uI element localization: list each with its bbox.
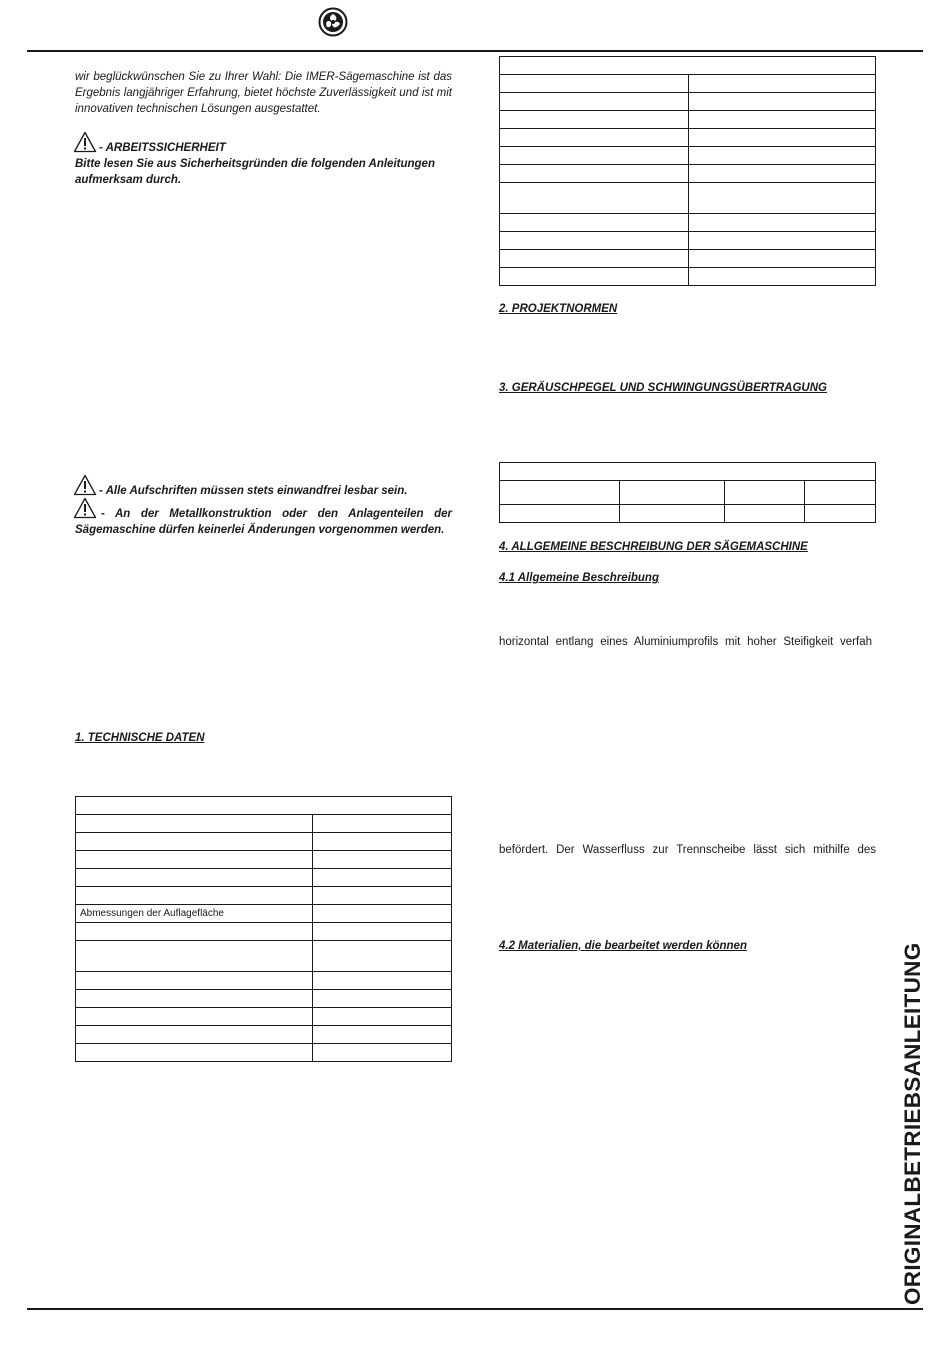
specs-table bbox=[499, 56, 876, 286]
support-dimensions-label: Abmessungen der Auflagefläche bbox=[76, 905, 313, 923]
table-cell bbox=[313, 815, 452, 833]
table-cell bbox=[76, 972, 313, 990]
table-cell bbox=[313, 833, 452, 851]
table-cell bbox=[689, 250, 876, 268]
table-cell bbox=[689, 214, 876, 232]
table-cell bbox=[313, 1044, 452, 1062]
table-cell bbox=[500, 250, 689, 268]
table-cell bbox=[725, 505, 805, 523]
table-cell bbox=[76, 990, 313, 1008]
table-cell bbox=[313, 941, 452, 972]
table-cell bbox=[500, 505, 620, 523]
table-cell bbox=[500, 481, 620, 505]
table-header-cell bbox=[76, 797, 452, 815]
table-cell bbox=[500, 165, 689, 183]
table-cell bbox=[76, 815, 313, 833]
table-cell bbox=[689, 129, 876, 147]
table-cell bbox=[689, 93, 876, 111]
table-cell bbox=[313, 923, 452, 941]
warning-triangle-icon bbox=[73, 131, 97, 153]
warning-labels-text: - Alle Aufschriften müssen stets einwandfrei lesbar sein. bbox=[99, 485, 408, 497]
table-header-cell bbox=[500, 463, 876, 481]
table-cell bbox=[313, 905, 452, 923]
noise-table bbox=[499, 462, 876, 523]
table-cell bbox=[805, 481, 876, 505]
table-cell bbox=[689, 183, 876, 214]
warning-labels bbox=[73, 474, 452, 499]
table-cell bbox=[500, 93, 689, 111]
table-cell bbox=[689, 147, 876, 165]
table-cell bbox=[313, 869, 452, 887]
table-cell bbox=[500, 129, 689, 147]
table-cell bbox=[76, 1026, 313, 1044]
table-cell bbox=[500, 268, 689, 286]
technical-data-table bbox=[75, 796, 452, 1062]
description-line-1: horizontal entlang eines Aluminiumprofils mit hoher Steifigkeit verfah bbox=[499, 636, 872, 648]
table-cell bbox=[805, 505, 876, 523]
warning-triangle-icon bbox=[73, 474, 97, 496]
table-cell bbox=[76, 833, 313, 851]
table-cell bbox=[620, 481, 725, 505]
table-cell bbox=[689, 111, 876, 129]
table-cell bbox=[313, 1026, 452, 1044]
table-cell bbox=[313, 990, 452, 1008]
section-technical-data: 1. TECHNISCHE DATEN bbox=[75, 732, 205, 744]
table-cell bbox=[76, 941, 313, 972]
table-cell bbox=[500, 232, 689, 250]
table-header-cell bbox=[500, 57, 876, 75]
section-project-norms: 2. PROJEKTNORMEN bbox=[499, 303, 618, 315]
warning-modifications-text: - An der Metallkonstruktion oder den Anlagenteilen der Sägemaschine dürfen keinerlei Änderungen vorgenommen werden. bbox=[75, 508, 452, 536]
header-rule bbox=[27, 50, 923, 52]
table-cell bbox=[313, 1008, 452, 1026]
table-cell bbox=[689, 165, 876, 183]
vertical-side-label: ORIGINALBETRIEBSANLEITUNG bbox=[900, 942, 925, 1305]
subsection-materials: 4.2 Materialien, die bearbeitet werden können bbox=[499, 940, 747, 952]
table-cell bbox=[76, 851, 313, 869]
table-cell bbox=[689, 268, 876, 286]
section-noise-vibration: 3. GERÄUSCHPEGEL UND SCHWINGUNGSÜBERTRAGUNG bbox=[499, 382, 827, 394]
table-cell bbox=[689, 232, 876, 250]
footer-rule bbox=[27, 1308, 923, 1310]
table-cell bbox=[76, 887, 313, 905]
description-line-2: befördert. Der Wasserfluss zur Trennscheibe lässt sich mithilfe des bbox=[499, 844, 876, 856]
section-general-description: 4. ALLGEMEINE BESCHREIBUNG DER SÄGEMASCHINE bbox=[499, 541, 808, 553]
table-cell bbox=[500, 183, 689, 214]
table-cell bbox=[313, 851, 452, 869]
table-cell bbox=[689, 75, 876, 93]
table-cell bbox=[76, 869, 313, 887]
subsection-general-description: 4.1 Allgemeine Beschreibung bbox=[499, 572, 659, 584]
table-cell bbox=[313, 887, 452, 905]
table-cell bbox=[500, 111, 689, 129]
safety-text: Bitte lesen Sie aus Sicherheitsgründen die folgenden Anleitungen aufmerksam durch. bbox=[75, 158, 435, 186]
table-cell bbox=[500, 147, 689, 165]
table-cell bbox=[76, 1044, 313, 1062]
table-cell bbox=[725, 481, 805, 505]
table-cell bbox=[500, 75, 689, 93]
table-cell bbox=[500, 214, 689, 232]
intro-paragraph: wir beglückwünschen Sie zu Ihrer Wahl: Die IMER-Sägemaschine ist das Ergebnis langjähriger Erfahrung, bietet höchste Zuverlässigkeit und ist mit innovativen technischen Lösungen ausgestattet. bbox=[75, 71, 452, 115]
table-cell bbox=[76, 923, 313, 941]
imer-logo-icon bbox=[318, 7, 348, 37]
table-cell bbox=[76, 1008, 313, 1026]
table-cell bbox=[313, 972, 452, 990]
table-cell bbox=[620, 505, 725, 523]
safety-block bbox=[73, 131, 452, 156]
safety-title: - ARBEITSSICHERHEIT bbox=[99, 142, 226, 154]
